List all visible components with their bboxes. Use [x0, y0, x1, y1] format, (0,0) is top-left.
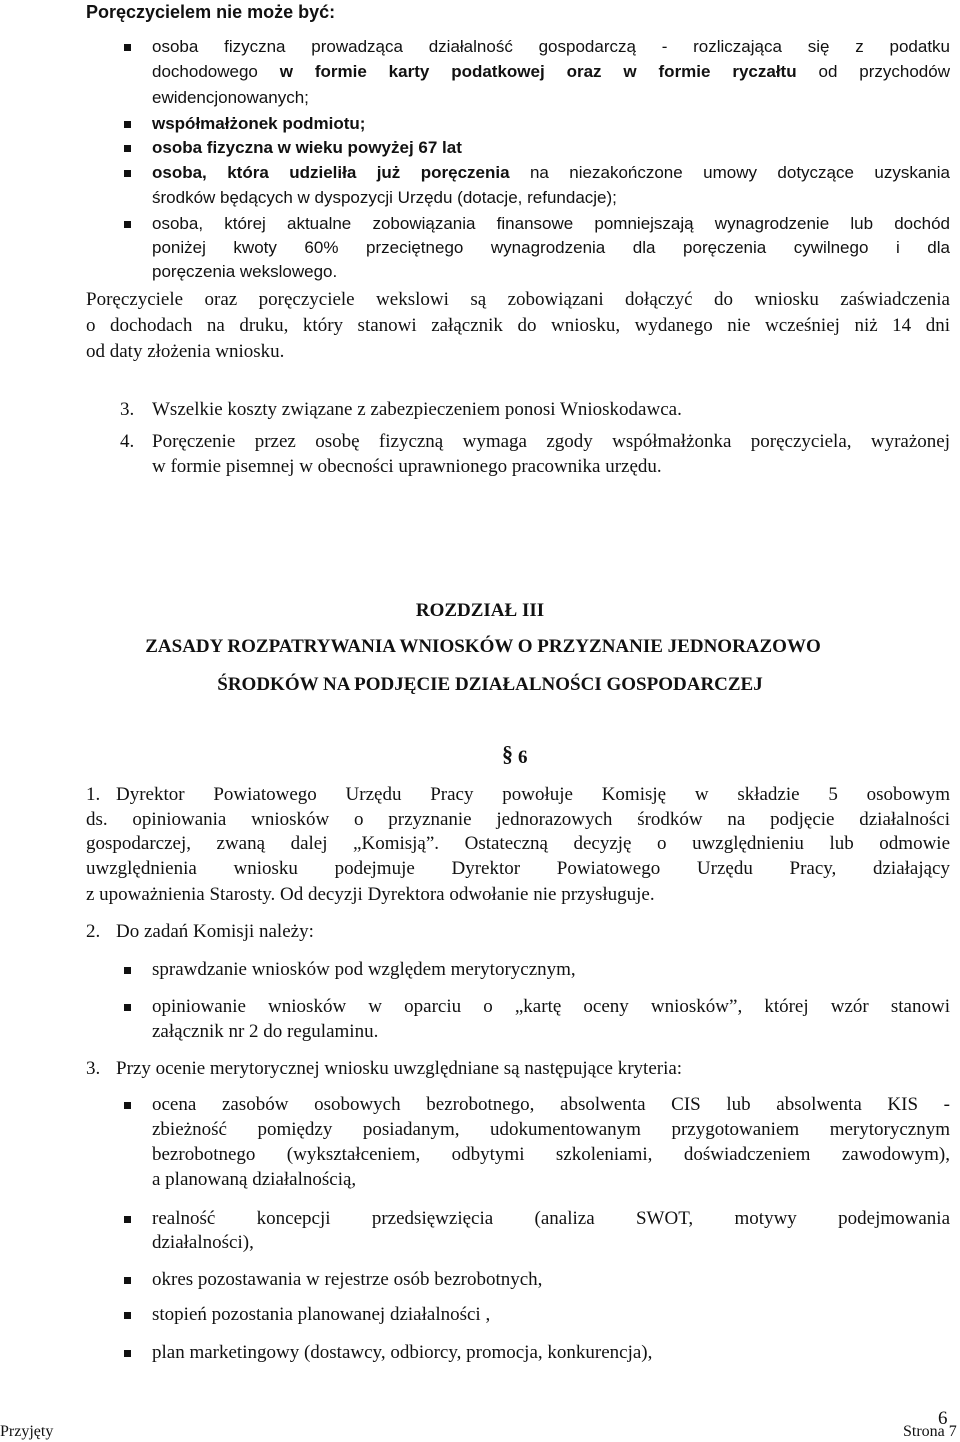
excluded-item-line [152, 161, 950, 185]
par3-intro: Przy ocenie merytorycznej wniosku uwzględniane są następujące kryteria: [116, 1058, 683, 1079]
text-segment: w formie karty podatkowej oraz w formie ryczałtu [279, 62, 797, 81]
point4-line: w formie pisemnej w obecności uprawnionego pracownika urzędu. [152, 456, 662, 477]
par3-number: 3. [86, 1058, 101, 1079]
excluded-item-line [152, 236, 950, 260]
text-segment: współmałżonek podmiotu; [152, 114, 366, 133]
guarantor-note-line: od daty złożenia wniosku. [86, 341, 285, 362]
text-segment: dochodowego [152, 62, 280, 81]
square-bullet-icon [124, 221, 131, 228]
par3-item-line: stopień pozostania planowanej działalności , [152, 1304, 491, 1325]
point4-number: 4. [120, 431, 135, 452]
text-segment: osoba, której aktualne zobowiązania finansowe pomniejszają wynagrodzenie lub dochód [152, 214, 950, 233]
paragraph-1-line: uwzględnienia wniosku podejmuje Dyrektor Powiatowego Urzędu Pracy, działający [86, 858, 950, 879]
par3-item-line: realność koncepcji przedsięwzięcia (analiza SWOT, motywy podejmowania [152, 1208, 950, 1229]
par3-item-line: okres pozostawania w rejestrze osób bezrobotnych, [152, 1269, 543, 1290]
par2-item-line: załącznik nr 2 do regulaminu. [152, 1021, 379, 1042]
square-bullet-icon [124, 1277, 131, 1284]
square-bullet-icon [124, 1004, 131, 1011]
par3-item-line: plan marketingowy (dostawcy, odbiorcy, promocja, konkurencja), [152, 1342, 653, 1363]
page-heading: Poręczycielem nie może być: [86, 2, 336, 22]
text-segment: osoba fizyczna w wieku powyżej 67 lat [152, 138, 462, 157]
excluded-item-line [152, 35, 950, 59]
excluded-item-line [152, 212, 950, 236]
par2-item-line: sprawdzanie wniosków pod względem merytorycznym, [152, 959, 576, 980]
point4-line: Poręczenie przez osobę fizyczną wymaga zgody współmałżonka poręczyciela, wyrażonej [152, 431, 950, 452]
par3-item-line: zbieżność pomiędzy posiadanym, udokumentowanym przygotowaniem merytorycznym [152, 1119, 950, 1140]
paragraph-1-line: ds. opiniowania wniosków o przyznanie jednorazowych środków na podjęcie działalności [86, 809, 950, 830]
square-bullet-icon [124, 121, 131, 128]
paragraph-1-line: Dyrektor Powiatowego Urzędu Pracy powołuje Komisję w składzie 5 osobowym [116, 784, 950, 805]
text-segment: ewidencjonowanych; [152, 88, 309, 107]
excluded-item-line [152, 186, 617, 210]
paragraph-1-line: z upoważnienia Starosty. Od decyzji Dyrektora odwołanie nie przysługuje. [86, 884, 655, 905]
excluded-item-line [152, 136, 462, 160]
section-number: 6 [518, 747, 528, 768]
par3-item-line: ocena zasobów osobowych bezrobotnego, absolwenta CIS lub absolwenta KIS - [152, 1094, 950, 1115]
excluded-item-line [152, 60, 950, 84]
excluded-item-line [152, 112, 365, 136]
point3-line: Wszelkie koszty związane z zabezpieczeniem ponosi Wnioskodawca. [152, 399, 682, 420]
text-segment: na niezakończone umowy dotyczące uzyskania [509, 163, 950, 182]
par3-item-line: działalności), [152, 1232, 254, 1253]
page-number: 6 [938, 1408, 948, 1429]
text-segment: od przychodów [796, 62, 950, 81]
footer-right: Strona 7 [903, 1423, 957, 1440]
square-bullet-icon [124, 1350, 131, 1357]
text-segment: środków będących w dyspozycji Urzędu (dotacje, refundacje); [152, 188, 617, 207]
point3-number: 3. [120, 399, 135, 420]
square-bullet-icon [124, 1216, 131, 1223]
square-bullet-icon [124, 1102, 131, 1109]
chapter-subtitle-line-1: ZASADY ROZPATRYWANIA WNIOSKÓW O PRZYZNANIE JEDNORAZOWO [145, 636, 821, 657]
text-segment: osoba fizyczna prowadząca działalność gospodarczą - rozliczająca się z podatku [152, 37, 950, 56]
text-segment: poniżej kwoty 60% przeciętnego wynagrodzenia dla poręczenia cywilnego i dla [152, 238, 950, 257]
square-bullet-icon [124, 967, 131, 974]
square-bullet-icon [124, 145, 131, 152]
excluded-item-line [152, 260, 337, 284]
chapter-title: ROZDZIAŁ III [415, 600, 545, 621]
par2-number: 2. [86, 921, 101, 942]
square-bullet-icon [124, 44, 131, 51]
par2-item-line: opiniowanie wniosków w oparciu o „kartę oceny wniosków”, której wzór stanowi [152, 996, 950, 1017]
paragraph-1-line: gospodarczej, zwaną dalej „Komisją”. Ostateczną decyzję o uwzględnieniu lub odmowie [86, 833, 950, 854]
guarantor-note-line: Poręczyciele oraz poręczyciele wekslowi są zobowiązani dołączyć do wniosku zaświadczenia [86, 289, 950, 310]
text-segment: poręczenia wekslowego. [152, 262, 338, 281]
square-bullet-icon [124, 170, 131, 177]
par3-item-line: bezrobotnego (wykształceniem, odbytymi szkoleniami, doświadczeniem zawodowym), [152, 1144, 950, 1165]
square-bullet-icon [124, 1312, 131, 1319]
footer-left: Przyjęty [0, 1423, 54, 1440]
chapter-subtitle-line-2: ŚRODKÓW NA PODJĘCIE DZIAŁALNOŚCI GOSPODARCZEJ [217, 674, 763, 695]
par3-item-line: a planowaną działalnością, [152, 1169, 357, 1190]
guarantor-note-line: o dochodach na druku, który stanowi załącznik do wniosku, wydanego nie wcześniej niż 14 dni [86, 315, 950, 336]
excluded-item-line [152, 86, 309, 110]
text-segment: osoba, która udzieliła już poręczenia [152, 163, 510, 182]
paragraph-1-number: 1. [86, 784, 101, 805]
section-symbol: § [502, 741, 513, 766]
par2-intro: Do zadań Komisji należy: [116, 921, 314, 942]
